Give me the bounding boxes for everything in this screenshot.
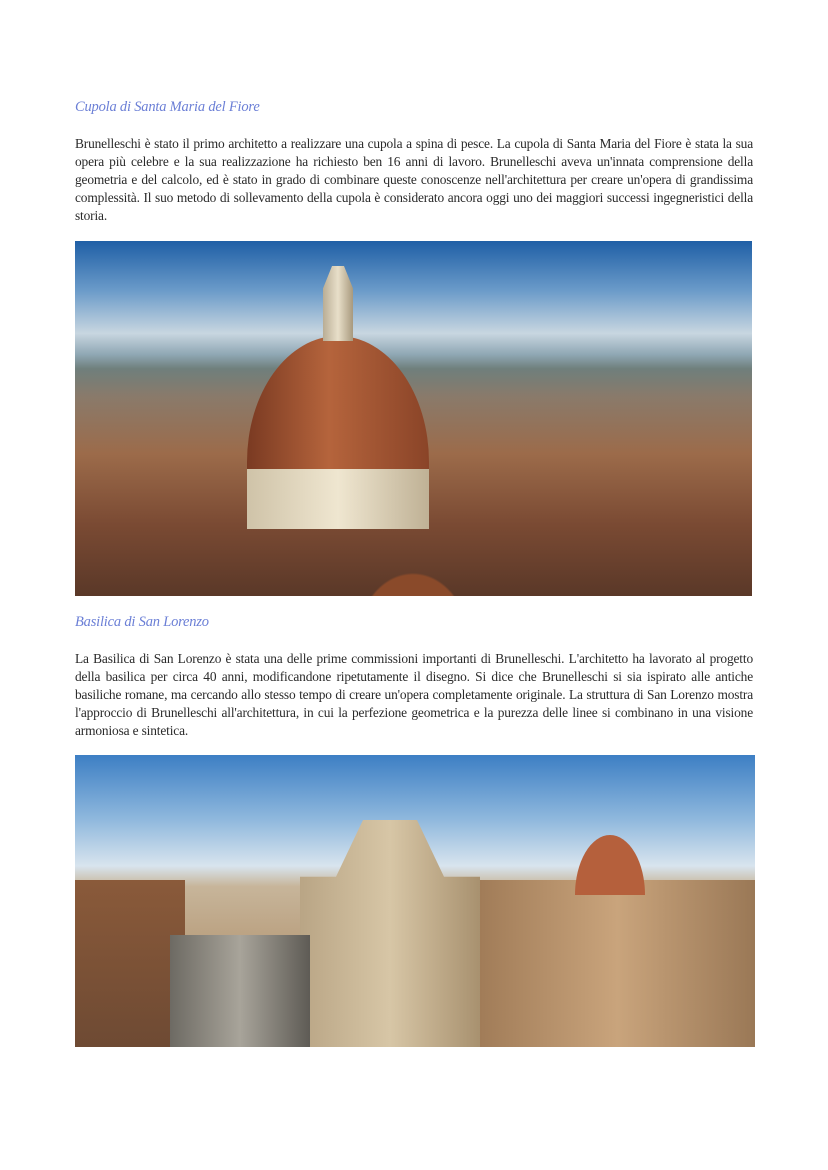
section-title-cupola: Cupola di Santa Maria del Fiore [75, 99, 260, 115]
drum-shape [247, 469, 429, 529]
dome-shape [247, 336, 429, 476]
lantern-shape [323, 266, 353, 341]
section-title-san-lorenzo: Basilica di San Lorenzo [75, 614, 209, 630]
nave-shape [480, 880, 755, 1047]
photo-duomo-florence [75, 241, 752, 596]
facade-shape [300, 820, 480, 1047]
section-body-san-lorenzo: La Basilica di San Lorenzo è stata una delle prime commissioni importanti di Brunelleschi. L'architetto ha lavorato al progetto della basilica per circa 40 anni, modificandone ripetutamente il disegno. Si dice che Brunelleschi si sia ispirato alle antiche basiliche romane, ma cercando allo stesso tempo di creare un'opera completamente originale. La struttura di San Lorenzo mostra l'approccio di Brunelleschi all'architettura, in cui la perfezione geometrica e la purezza delle linee si combinano in una visione armoniosa e sintetica. [75, 651, 753, 738]
dome-shape [575, 835, 645, 895]
photo-basilica-san-lorenzo [75, 755, 755, 1047]
statue-shape [170, 935, 310, 1047]
building-shape [75, 880, 185, 1047]
section-body-cupola: Brunelleschi è stato il primo architetto a realizzare una cupola a spina di pesce. La cupola di Santa Maria del Fiore è stata la sua opera più celebre e la sua realizzazione ha richiesto ben 16 anni di lavoro. Brunelleschi aveva un'innata comprensione della geometria e del calcolo, ed è stato in grado di combinare queste conoscenze nell'architettura per creare un'opera di grandissima complessità. Il suo metodo di sollevamento della cupola è considerato ancora oggi uno dei maggiori successi ingegneristici della storia. [75, 136, 753, 223]
